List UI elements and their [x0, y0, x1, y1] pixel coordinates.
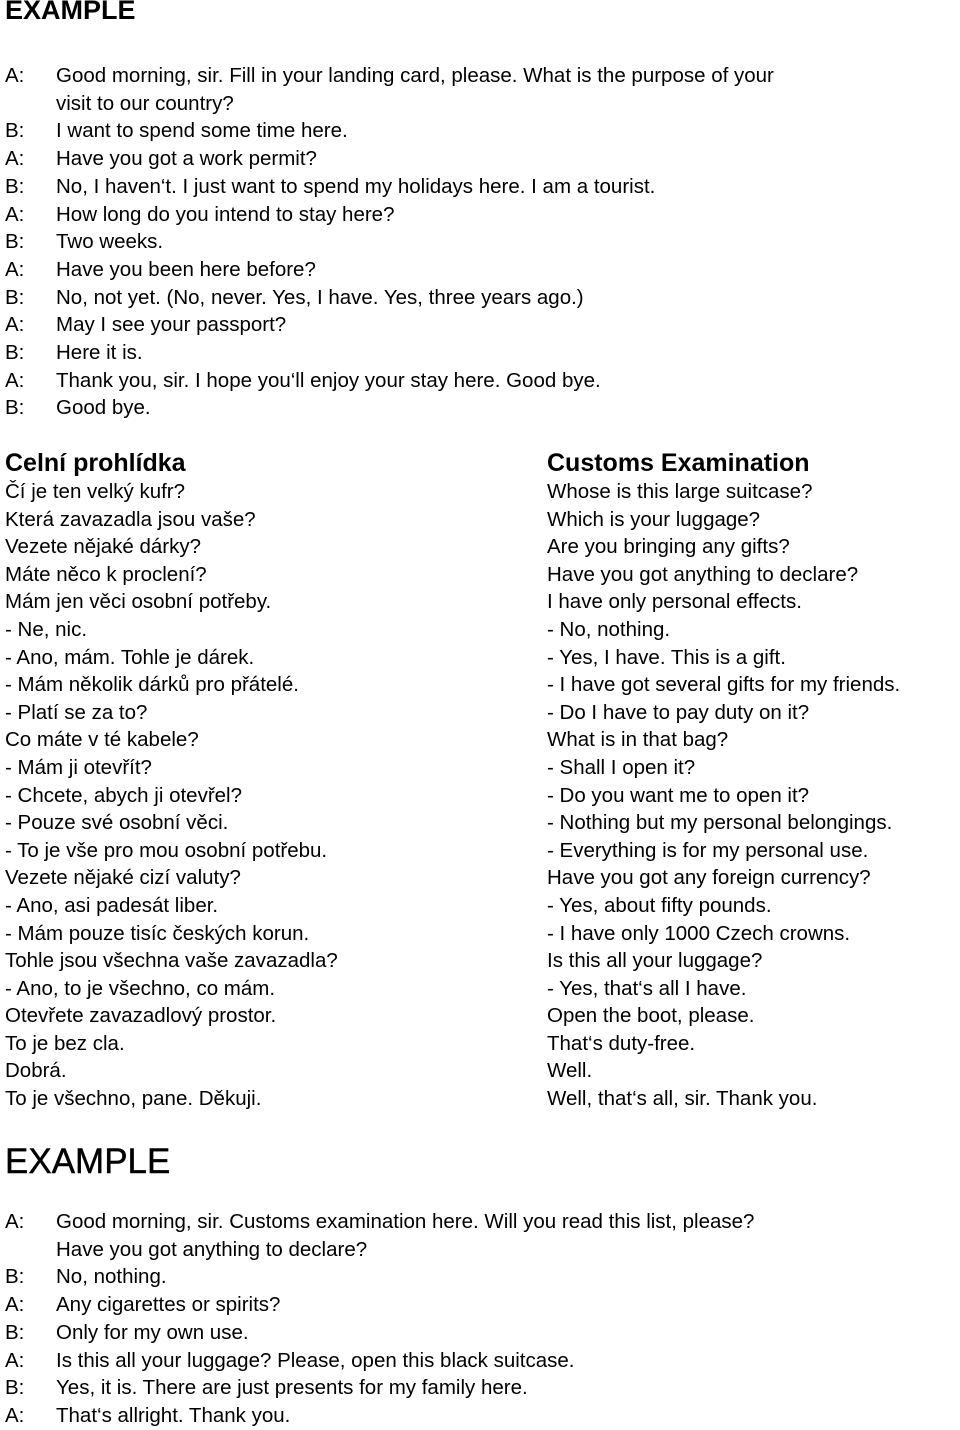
speaker-label — [5, 90, 56, 118]
czech-column — [5, 447, 525, 1113]
dialogue-text: Two weeks. — [56, 230, 164, 254]
dialogue-line — [5, 145, 955, 173]
english-phrase: - Yes, I have. This is a gift. — [547, 645, 786, 669]
english-phrase: Is this all your luggage? — [547, 949, 763, 973]
speaker-label: B: — [5, 285, 25, 309]
section-heading: EXAMPLE — [5, 1142, 171, 1181]
dialogue-text: Good morning, sir. Customs examination here. Will you read this list, please? — [56, 1210, 755, 1233]
speaker-label: B: — [5, 119, 25, 143]
dialogue-text: Yes, it is. There are just presents for my family here. — [56, 1376, 528, 1400]
dialogue-line — [5, 256, 955, 284]
czech-phrase: - Chcete, abych ji otevřel? — [5, 783, 243, 807]
czech-phrase: - Mám několik dárků pro přátelé. — [5, 673, 299, 697]
english-phrase: Are you bringing any gifts? — [547, 535, 790, 559]
czech-phrase: - Mám ji otevřít? — [5, 755, 152, 779]
dialogue-line — [5, 284, 955, 312]
english-phrase: What is in that bag? — [547, 728, 729, 752]
dialogue-text: No, nothing. — [56, 1265, 167, 1289]
dialogue-line — [5, 228, 955, 256]
dialogue-line — [5, 1347, 955, 1375]
speaker-label: A: — [5, 368, 25, 392]
speaker-label: B: — [5, 1265, 25, 1289]
dialogue-text: I want to spend some time here. — [56, 119, 348, 143]
czech-phrase: To je všechno, pane. Děkuji. — [5, 1087, 262, 1111]
speaker-label: A: — [5, 64, 25, 87]
czech-phrase: - To je vše pro mou osobní potřebu. — [5, 838, 328, 862]
english-phrase: That‘s duty-free. — [547, 1031, 696, 1055]
dialogue-line — [5, 367, 955, 395]
english-phrase: I have only personal effects. — [547, 590, 802, 614]
english-phrase: Open the boot, please. — [547, 1004, 755, 1028]
english-phrase: - I have got several gifts for my friends. — [547, 673, 901, 697]
english-phrase: - I have only 1000 Czech crowns. — [547, 921, 851, 945]
dialogue-text: May I see your passport? — [56, 313, 287, 337]
english-phrase: - No, nothing. — [547, 617, 671, 641]
dialogue-line — [5, 1208, 955, 1236]
czech-phrase-list — [5, 478, 525, 1113]
english-phrase: Well, that‘s all, sir. Thank you. — [547, 1087, 818, 1111]
czech-phrase: Která zavazadla jsou vaše? — [5, 507, 256, 531]
czech-phrase: - Pouze své osobní věci. — [5, 811, 229, 835]
dialogue-text: Good bye. — [56, 396, 151, 420]
speaker-label: A: — [5, 1293, 25, 1317]
english-phrase: Have you got anything to declare? — [547, 562, 859, 586]
dialogue-text: Here it is. — [56, 341, 143, 365]
dialogue-line — [5, 1236, 955, 1264]
speaker-label: A: — [5, 1210, 25, 1233]
speaker-label: B: — [5, 396, 25, 420]
speaker-label: A: — [5, 257, 25, 281]
czech-phrase: Tohle jsou všechna vaše zavazadla? — [5, 949, 338, 973]
czech-phrase: - Ano, mám. Tohle je dárek. — [5, 645, 255, 669]
czech-phrase: Vezete nějaké dárky? — [5, 535, 202, 559]
czech-phrase: - Mám pouze tisíc českých korun. — [5, 921, 310, 945]
english-column — [547, 447, 960, 1113]
dialogue-line — [5, 173, 955, 201]
speaker-label: A: — [5, 313, 25, 337]
dialogue-text: No, not yet. (No, never. Yes, I have. Yes, three years ago.) — [56, 285, 584, 309]
dialogue-text: visit to our country? — [56, 91, 234, 115]
czech-phrase: Vezete nějaké cizí valuty? — [5, 866, 241, 890]
dialogue-line — [5, 62, 955, 90]
dialogue-line — [5, 117, 955, 145]
english-phrase: Whose is this large suitcase? — [547, 480, 813, 503]
czech-phrase: Mám jen věci osobní potřeby. — [5, 590, 272, 614]
dialogue-line — [5, 1402, 955, 1430]
dialogue-text: Thank you, sir. I hope you‘ll enjoy your stay here. Good bye. — [56, 368, 601, 392]
dialogue-line — [5, 1291, 955, 1319]
dialogue-passport-control — [5, 62, 955, 422]
speaker-label — [5, 1236, 56, 1264]
english-phrase: - Everything is for my personal use. — [547, 838, 869, 862]
dialogue-customs-examination — [5, 1208, 955, 1430]
dialogue-line — [5, 1319, 955, 1347]
czech-phrase: Máte něco k proclení? — [5, 562, 207, 586]
speaker-label: A: — [5, 1403, 25, 1427]
speaker-label: B: — [5, 1376, 25, 1400]
dialogue-text: That‘s allright. Thank you. — [56, 1403, 291, 1427]
czech-phrase: Čí je ten velký kufr? — [5, 480, 186, 503]
dialogue-text: Have you been here before? — [56, 257, 316, 281]
czech-phrase: To je bez cla. — [5, 1031, 125, 1055]
document-page — [5, 0, 955, 1427]
english-title: Customs Examination — [547, 449, 810, 477]
english-phrase: - Do I have to pay duty on it? — [547, 700, 810, 724]
dialogue-text: Is this all your luggage? Please, open this black suitcase. — [56, 1348, 575, 1372]
english-phrase: - Do you want me to open it? — [547, 783, 810, 807]
dialogue-text: Good morning, sir. Fill in your landing card, please. What is the purpose of your — [56, 64, 774, 87]
dialogue-text: Have you got anything to declare? — [56, 1237, 368, 1261]
section-heading: EXAMPLE — [5, 0, 136, 25]
english-phrase: - Shall I open it? — [547, 755, 696, 779]
dialogue-line — [5, 1374, 955, 1402]
english-phrase: Have you got any foreign currency? — [547, 866, 871, 890]
dialogue-text: No, I haven‘t. I just want to spend my holidays here. I am a tourist. — [56, 174, 656, 198]
speaker-label: A: — [5, 202, 25, 226]
dialogue-text: Have you got a work permit? — [56, 147, 317, 171]
dialogue-line — [5, 90, 955, 118]
czech-phrase: Otevřete zavazadlový prostor. — [5, 1004, 277, 1028]
czech-phrase: - Platí se za to? — [5, 700, 148, 724]
dialogue-text: How long do you intend to stay here? — [56, 202, 395, 226]
english-phrase: Well. — [547, 1059, 593, 1083]
czech-phrase: - Ano, asi padesát liber. — [5, 893, 219, 917]
dialogue-text: Any cigarettes or spirits? — [56, 1293, 281, 1317]
dialogue-line — [5, 339, 955, 367]
speaker-label: B: — [5, 230, 25, 254]
dialogue-line — [5, 201, 955, 229]
speaker-label: B: — [5, 341, 25, 365]
czech-phrase: - Ano, to je všechno, co mám. — [5, 976, 276, 1000]
dialogue-line — [5, 394, 955, 422]
english-phrase: - Yes, that‘s all I have. — [547, 976, 747, 1000]
dialogue-text: Only for my own use. — [56, 1320, 249, 1344]
dialogue-line — [5, 311, 955, 339]
czech-title: Celní prohlídka — [5, 449, 186, 477]
speaker-label: B: — [5, 174, 25, 198]
czech-phrase: Dobrá. — [5, 1059, 67, 1083]
english-phrase: - Yes, about fifty pounds. — [547, 893, 772, 917]
english-phrase: Which is your luggage? — [547, 507, 761, 531]
czech-phrase: Co máte v té kabele? — [5, 728, 199, 752]
speaker-label: B: — [5, 1320, 25, 1344]
dialogue-line — [5, 1263, 955, 1291]
english-phrase-list — [547, 478, 960, 1113]
english-phrase: - Nothing but my personal belongings. — [547, 811, 893, 835]
czech-phrase: - Ne, nic. — [5, 617, 88, 641]
speaker-label: A: — [5, 147, 25, 171]
speaker-label: A: — [5, 1348, 25, 1372]
